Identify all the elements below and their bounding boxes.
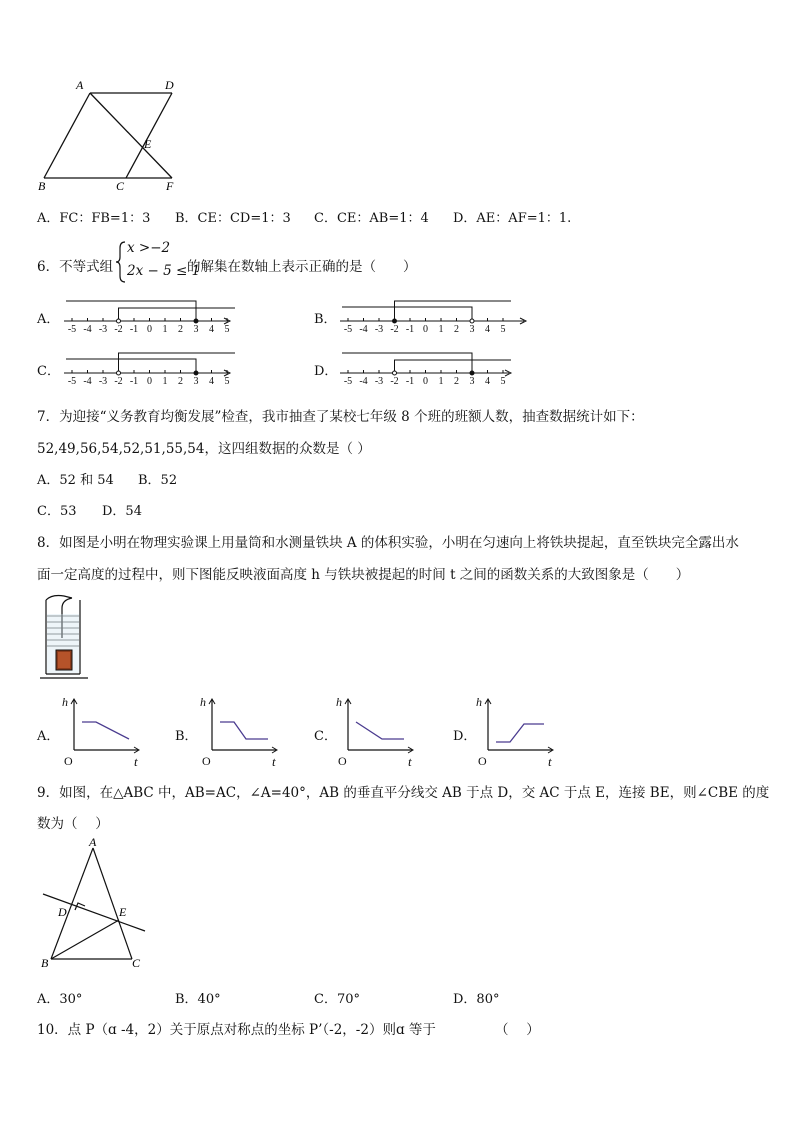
tick-label: 2 (178, 376, 183, 387)
q5-option-b[interactable]: B．CE：CD=1：3 (175, 211, 291, 226)
q9-label-E: E (119, 905, 127, 919)
axis-h-label: h (476, 695, 482, 709)
graph-curve (82, 722, 129, 739)
axis-t-label: t (548, 754, 552, 769)
q8-graph-d[interactable] (476, 694, 558, 770)
tick-label: 4 (209, 376, 214, 387)
q6-option-a-label[interactable]: A． (37, 312, 60, 327)
tick-label: 0 (423, 324, 428, 335)
range-ray-left (342, 353, 472, 373)
endpoint-minus-2 (393, 319, 397, 323)
q6-system-brace (115, 240, 127, 284)
tick-label: -5 (67, 324, 77, 335)
q10-answer-blank[interactable]: （ ） (495, 1022, 540, 1038)
tick-label: -2 (390, 376, 399, 387)
tick-label: -3 (98, 376, 108, 387)
tick-label: 4 (209, 324, 214, 335)
tick-label: -2 (114, 376, 123, 387)
q6-prefix: 6．不等式组 (37, 259, 114, 275)
q5-option-d[interactable]: D．AE：AF=1：1. (453, 211, 572, 226)
q6-numberline-d[interactable] (338, 345, 513, 385)
q8-stem-1: 8．如图是小明在物理实验课上用量筒和水测量铁块 A 的体积实验，小明在匀速向上将铁块提起，直至铁块完全露出水 (37, 535, 739, 551)
graph-curve (496, 724, 544, 742)
q5-label-E: E (144, 137, 152, 151)
tick-label: -1 (129, 324, 139, 335)
q6-inequality-2: 2x − 5 ≤ 1 (127, 263, 201, 279)
tick-label: 1 (438, 324, 444, 335)
axis-t-label: t (134, 754, 138, 769)
tick-label: 3 (193, 324, 199, 335)
tick-label: 5 (500, 376, 506, 387)
q9-option-a[interactable]: A．30° (37, 992, 83, 1007)
origin-label: O (64, 754, 73, 768)
q9-option-d[interactable]: D．80° (453, 992, 500, 1007)
tick-label: 5 (224, 324, 230, 335)
tick-label: 3 (193, 376, 199, 387)
graph-curve (356, 722, 404, 739)
range-ray-right (119, 308, 236, 321)
tick-label: 0 (423, 376, 428, 387)
q5-label-D: D (165, 78, 174, 92)
range-ray-right (119, 353, 236, 373)
tick-label: 1 (162, 376, 168, 387)
q7-option-a[interactable]: A．52 和 54 (37, 473, 114, 488)
axis-h-label: h (62, 695, 68, 709)
q6-inequality-1: x >−2 (127, 240, 171, 256)
tick-label: -5 (67, 376, 77, 387)
tick-label: 0 (147, 324, 152, 335)
q6-option-d-label[interactable]: D． (314, 364, 338, 379)
q9-option-b[interactable]: B．40° (175, 992, 221, 1007)
tick-label: -4 (359, 376, 368, 387)
q9-stem-2: 数为（ ） (37, 816, 109, 832)
tick-label: -1 (405, 376, 415, 387)
q5-label-B: B (38, 179, 46, 193)
origin-label: O (202, 754, 211, 768)
axis-t-label: t (272, 754, 276, 769)
q5-label-C: C (116, 179, 125, 193)
tick-label: -2 (114, 324, 123, 335)
q5-option-a[interactable]: A．FC：FB=1：3 (37, 211, 151, 226)
axis-h-label: h (336, 695, 342, 709)
tick-label: 3 (469, 324, 475, 335)
tick-label: 2 (454, 376, 459, 387)
q9-label-A: A (89, 835, 97, 849)
q7-option-c[interactable]: C．53 (37, 504, 77, 519)
tick-label: 4 (485, 324, 490, 335)
q8-graph-b[interactable] (200, 694, 282, 770)
q7-stem-1: 7．为迎接“义务教育均衡发展”检查，我市抽查了某校七年级 8 个班的班额人数，抽查数据统计如下： (37, 409, 644, 425)
tick-label: 5 (500, 324, 506, 335)
q6-numberline-b[interactable] (338, 293, 528, 333)
tick-label: 2 (454, 324, 459, 335)
tick-label: 4 (485, 376, 490, 387)
q7-stem-2: 52,49,56,54,52,51,55,54，这四组数据的众数是（ ） (37, 441, 371, 457)
q8-option-a-label[interactable]: A． (37, 729, 60, 744)
tick-label: -3 (374, 324, 384, 335)
q5-option-c[interactable]: C．CE：AB=1：4 (314, 211, 429, 226)
range-ray-left (66, 359, 196, 373)
endpoint-3 (194, 371, 198, 375)
q8-option-b-label[interactable]: B． (175, 729, 198, 744)
endpoint-3 (470, 371, 474, 375)
endpoint-minus-2 (117, 371, 121, 375)
q5-figure (30, 76, 200, 196)
q10-stem: 10．点 P（ɑ -4，2）关于原点对称点的坐标 P’（-2，-2）则ɑ 等于 (37, 1022, 436, 1038)
origin-label: O (338, 754, 347, 768)
q6-option-b-label[interactable]: B． (314, 312, 337, 327)
tick-label: -2 (390, 324, 399, 335)
range-ray-right (395, 360, 512, 373)
q6-suffix: 的解集在数轴上表示正确的是（ ） (187, 259, 417, 275)
range-ray-right (395, 301, 512, 321)
q8-graph-a[interactable] (62, 694, 144, 770)
q8-cylinder-figure (38, 592, 98, 684)
endpoint-3 (194, 319, 198, 323)
q9-label-B: B (41, 956, 49, 970)
axis-h-label: h (200, 695, 206, 709)
q6-numberline-a[interactable] (62, 293, 232, 333)
tick-label: -4 (83, 324, 92, 335)
tick-label: -3 (98, 324, 108, 335)
q6-option-c-label[interactable]: C． (37, 364, 60, 379)
q8-option-d-label[interactable]: D． (453, 729, 477, 744)
origin-label: O (478, 754, 487, 768)
tick-label: -5 (343, 324, 353, 335)
tick-label: -5 (343, 376, 353, 387)
tick-label: -4 (359, 324, 368, 335)
tick-label: 2 (178, 324, 183, 335)
tick-label: 0 (147, 376, 152, 387)
q8-stem-2: 面一定高度的过程中，则下图能反映液面高度 h 与铁块被提起的时间 t 之间的函数关系的大致图象是（ ） (37, 567, 690, 583)
tick-label: 5 (224, 376, 230, 387)
q6-numberline-c[interactable] (62, 345, 232, 385)
q9-option-c[interactable]: C．70° (314, 992, 360, 1007)
tick-label: 1 (162, 324, 168, 335)
graph-curve (220, 722, 268, 739)
tick-label: -4 (83, 376, 92, 387)
range-ray-left (66, 301, 196, 321)
axis-t-label: t (408, 754, 412, 769)
tick-label: 1 (438, 376, 444, 387)
range-ray-left (342, 307, 472, 321)
endpoint-minus-2 (117, 319, 121, 323)
q8-graph-c[interactable] (336, 694, 418, 770)
q7-option-d[interactable]: D．54 (102, 504, 142, 519)
q9-triangle-figure (38, 836, 153, 971)
q9-label-C: C (132, 956, 141, 970)
tick-label: -3 (374, 376, 384, 387)
q5-label-F: F (166, 179, 174, 193)
tick-label: 3 (469, 376, 475, 387)
q9-label-D: D (58, 905, 67, 919)
tick-label: -1 (129, 376, 139, 387)
q7-option-b[interactable]: B．52 (138, 473, 178, 488)
tick-label: -1 (405, 324, 415, 335)
q5-label-A: A (76, 78, 84, 92)
q9-stem-1: 9．如图，在△ABC 中，AB=AC，∠A=40°，AB 的垂直平分线交 AB 于点 D，交 AC 于点 E，连接 BE，则∠CBE 的度 (37, 785, 770, 801)
q8-option-c-label[interactable]: C． (314, 729, 337, 744)
endpoint-3 (470, 319, 474, 323)
endpoint-minus-2 (393, 371, 397, 375)
